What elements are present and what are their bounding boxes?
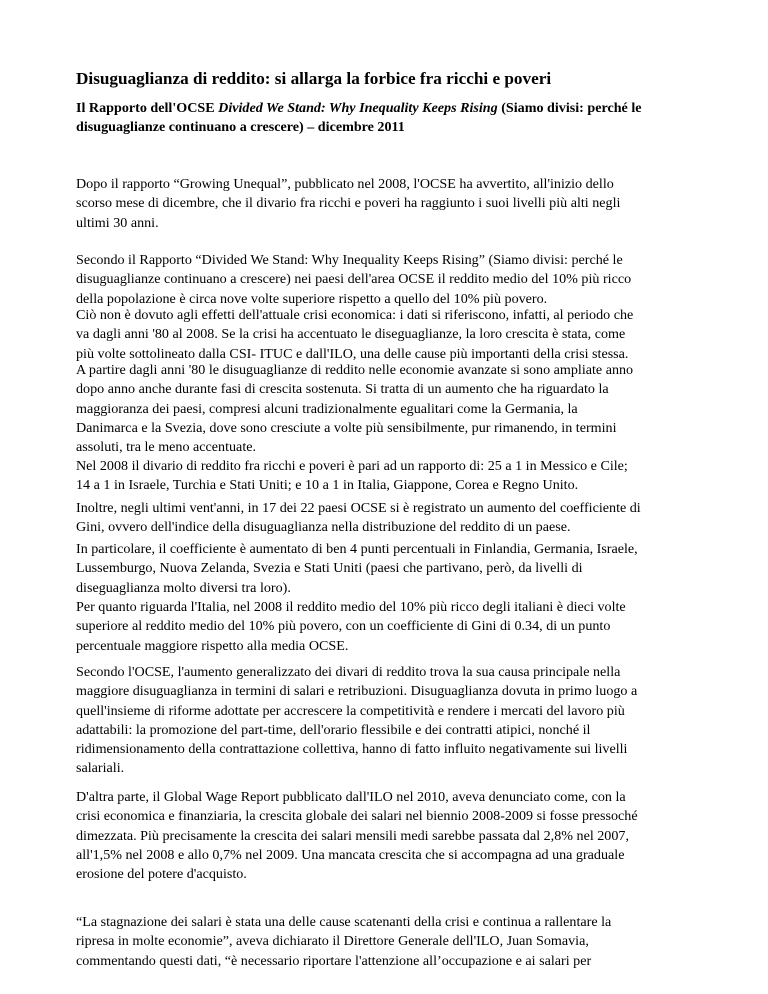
- paragraph-3: [76, 306, 716, 364]
- subtitle-prefix: Il Rapporto dell'OCSE: [76, 100, 219, 116]
- paragraph-8-line-2: superiore al reddito medio del 10% più povero, con un coefficiente di Gini di 0.34, di un punto: [76, 618, 611, 635]
- paragraph-11-line-2: ripresa in molte economie”, aveva dichiarato il Direttore Generale dell'ILO, Juan Somavia,: [76, 933, 589, 950]
- paragraph-9-line-5: ridimensionamento della contrattazione collettiva, hanno di fatto influito negativamente sui livelli: [76, 741, 628, 758]
- paragraph-7-line-2: Lussemburgo, Nuova Zelanda, Svezia e Stati Uniti (paesi che partivano, però, da livelli di: [76, 560, 583, 577]
- paragraph-7-line-3: diseguaglianza molto diversi tra loro).: [76, 579, 291, 596]
- paragraph-10-line-3: dimezzata. Più precisamente la crescita dei salari mensili medi sarebbe passata dal 2,8% nel 2007,: [76, 827, 629, 844]
- paragraph-4-line-4: Danimarca e la Svezia, dove sono cresciute a volte più sensibilmente, pur rimanendo, in termini: [76, 419, 617, 436]
- paragraph-5: [76, 457, 716, 496]
- paragraph-1-line-3: ultimi 30 anni.: [76, 214, 159, 231]
- paragraph-3-line-3: più volte sottolineato dalla CSI- ITUC e dall'ILO, una delle cause più importanti della crisi stessa.: [76, 345, 629, 362]
- paragraph-9: [76, 663, 716, 779]
- paragraph-6-line-1: Inoltre, negli ultimi vent'anni, in 17 dei 22 paesi OCSE si è registrato un aumento del coefficiente di: [76, 500, 641, 516]
- paragraph-5-line-2: 14 a 1 in Israele, Turchia e Stati Uniti; e 10 a 1 in Italia, Giappone, Corea e Regno Unito.: [76, 477, 579, 494]
- subtitle-suffix: (Siamo divisi: perché le: [497, 100, 642, 116]
- subtitle-line-1: [76, 99, 736, 118]
- paragraph-11-line-3: commentando questi dati, “è necessario riportare l'attenzione all’occupazione e ai salari per: [76, 952, 592, 969]
- paragraph-8-line-3: percentuale maggiore rispetto alla media OCSE.: [76, 637, 349, 654]
- paragraph-4-line-2: dopo anno anche durante fasi di crescita sostenuta. Si tratta di un aumento che ha riguardato la: [76, 381, 609, 398]
- paragraph-9-line-2: maggiore disuguaglianza in termini di salari e retribuzioni. Disuguaglianza dovuta in primo luogo a: [76, 683, 638, 700]
- paragraph-2-line-3: della popolazione è circa nove volte superiore rispetto a quello del 10% più povero.: [76, 290, 548, 307]
- paragraph-4: [76, 361, 716, 457]
- subtitle-line-2: disuguaglianze continuano a crescere) – dicembre 2011: [76, 119, 405, 135]
- document-subtitle: [76, 99, 736, 137]
- paragraph-10: [76, 788, 716, 884]
- paragraph-1-line-1: Dopo il rapporto “Growing Unequal”, pubblicato nel 2008, l'OCSE ha avvertito, all'inizio dello: [76, 176, 614, 192]
- paragraph-9-line-6: salariali.: [76, 760, 125, 777]
- paragraph-10-line-4: all'1,5% nel 2008 e allo 0,7% nel 2009. Una mancata crescita che si accompagna ad una graduale: [76, 846, 625, 863]
- paragraph-4-line-5: assoluti, tra le meno accentuate.: [76, 439, 257, 456]
- paragraph-11-line-1: “La stagnazione dei salari è stata una delle cause scatenanti della crisi e continua a rallentare la: [76, 914, 612, 930]
- paragraph-9-line-3: quell'insieme di riforme adottate per accrescere la competitività e rendere i mercati del lavoro più: [76, 702, 625, 719]
- paragraph-9-line-1: Secondo l'OCSE, l'aumento generalizzato dei divari di reddito trova la sua causa principale nella: [76, 664, 621, 680]
- paragraph-10-line-2: crisi economica e finanziaria, la crescita globale dei salari nel biennio 2008-2009 si fosse pressoché: [76, 808, 638, 825]
- paragraph-4-line-1: A partire dagli anni '80 le disuguaglianze di reddito nelle economie avanzate si sono ampliate anno: [76, 362, 634, 378]
- paragraph-3-line-1: Ciò non è dovuto agli effetti dell'attuale crisi economica: i dati si riferiscono, infatti, al periodo che: [76, 307, 634, 323]
- paragraph-2-line-1: Secondo il Rapporto “Divided We Stand: Why Inequality Keeps Rising” (Siamo divisi: perché le: [76, 252, 623, 268]
- paragraph-1: [76, 175, 716, 233]
- paragraph-8: [76, 598, 716, 656]
- paragraph-10-line-1: D'altra parte, il Global Wage Report pubblicato dall'ILO nel 2010, aveva denunciato come, con la: [76, 789, 626, 805]
- paragraph-5-line-1: Nel 2008 il divario di reddito fra ricchi e poveri è pari ad un rapporto di: 25 a 1 in Messico e Cile;: [76, 458, 628, 474]
- subtitle-report-name: Divided We Stand: Why Inequality Keeps Rising: [218, 100, 498, 116]
- paragraph-2-line-2: disuguaglianze continuano a crescere) nei paesi dell'area OCSE il reddito medio del 10% più ricco: [76, 271, 632, 288]
- paragraph-6-line-2: Gini, ovvero dell'indice della disuguaglianza nella distribuzione del reddito di un paese.: [76, 519, 571, 536]
- paragraph-2: [76, 251, 716, 309]
- paragraph-11: [76, 913, 716, 971]
- paragraph-8-line-1: Per quanto riguarda l'Italia, nel 2008 il reddito medio del 10% più ricco degli italiani è dieci volte: [76, 599, 626, 615]
- paragraph-7-line-1: In particolare, il coefficiente è aumentato di ben 4 punti percentuali in Finlandia, Germania, Israele,: [76, 541, 638, 557]
- paragraph-7: [76, 540, 716, 598]
- paragraph-3-line-2: va dagli anni '80 al 2008. Se la crisi ha accentuato le diseguaglianze, la loro crescita è stata, come: [76, 326, 626, 343]
- document-title: Disuguaglianza di reddito: si allarga la forbice fra ricchi e poveri: [76, 69, 552, 88]
- paragraph-4-line-3: maggioranza dei paesi, compresi alcuni tradizionalmente egualitari come la Germania, la: [76, 400, 578, 417]
- paragraph-9-line-4: adattabili: la promozione del part-time, dell'orario flessibile e dei contratti atipici, nonché il: [76, 721, 591, 738]
- paragraph-10-line-5: erosione del potere d'acquisto.: [76, 866, 247, 883]
- paragraph-6: [76, 499, 716, 538]
- paragraph-1-line-2: scorso mese di dicembre, che il divario fra ricchi e poveri ha raggiunto i suoi livelli più alti negli: [76, 195, 621, 212]
